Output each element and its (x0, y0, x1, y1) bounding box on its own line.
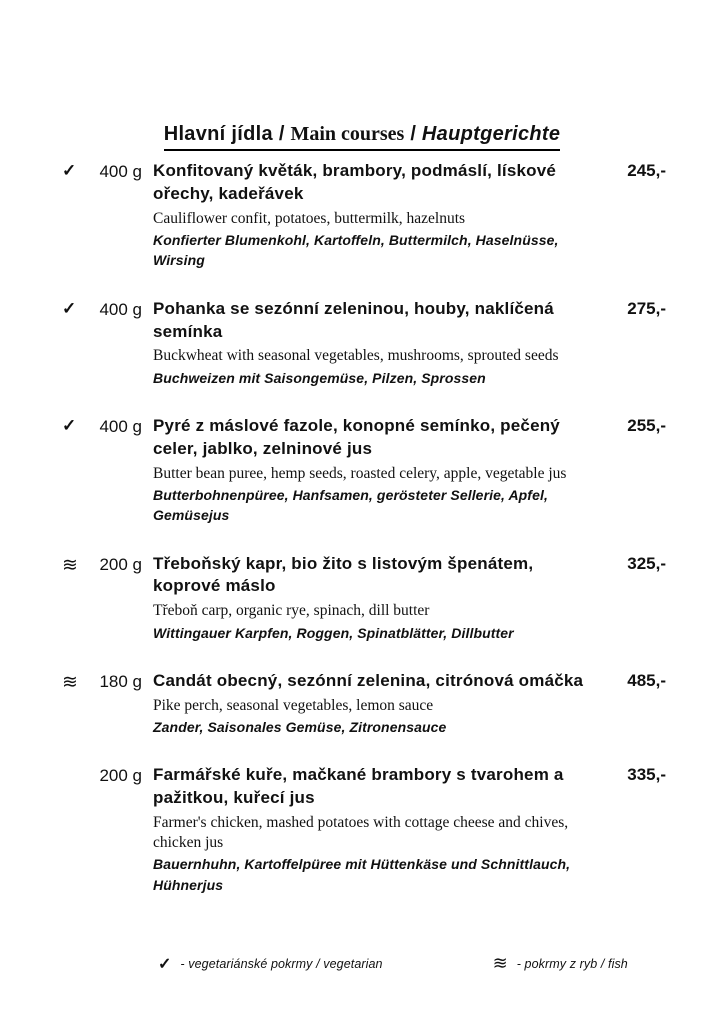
icon-cell (62, 553, 88, 643)
menu-item (62, 160, 666, 271)
item-desc-german: Butterbohnenpüree, Hanfsamen, gerösteter Sellerie, Apfel, Gemüsejus (153, 486, 548, 524)
item-price: 335,- (627, 765, 666, 785)
item-text (142, 298, 584, 388)
item-text (142, 764, 584, 895)
menu-item (62, 764, 666, 895)
item-weight: 400 g (99, 299, 142, 319)
menu-item (62, 298, 666, 388)
icon-cell (62, 160, 88, 271)
item-weight: 400 g (99, 162, 142, 181)
title-separator: / (410, 123, 416, 146)
item-price: 275,- (627, 298, 666, 318)
title-row (0, 110, 724, 165)
item-name-czech: Pyré z máslové fazole, konopné semínko, pečený celer, jablko, zelninové jus (153, 415, 560, 458)
item-name-czech: Třeboňský kapr, bio žito s listovým špenátem, koprové máslo (153, 553, 534, 596)
item-name-czech: Candát obecný, sezónní zelenina, citrónová omáčka (153, 670, 584, 690)
item-text (142, 553, 584, 643)
item-price: 245,- (627, 161, 666, 180)
icon-cell (62, 764, 88, 895)
item-desc-german: Bauernhuhn, Kartoffelpüree mit Hüttenkäse und Schnittlauch, Hühnerjus (153, 856, 571, 893)
vegetarian-icon: ✓ (62, 161, 77, 180)
item-desc-german: Zander, Saisonales Gemüse, Zitronensauce (153, 718, 447, 735)
title-german: Hauptgerichte (421, 123, 561, 146)
item-desc-english: Butter bean puree, hemp seeds, roasted celery, apple, vegetable jus (153, 464, 567, 482)
vegetarian-icon: ✓ (158, 955, 172, 973)
fish-icon: ≋ (492, 953, 508, 973)
item-desc-german: Buchweizen mit Saisongemüse, Pilzen, Sprossen (153, 369, 486, 386)
item-desc-german: Wittingauer Karpfen, Roggen, Spinatblätter, Dillbutter (153, 624, 514, 641)
fish-icon: ≋ (62, 671, 78, 693)
item-desc-english: Farmer's chicken, mashed potatoes with cottage cheese and chives, chicken jus (153, 814, 569, 852)
legend-fish (493, 953, 628, 974)
item-desc-english: Buckwheat with seasonal vegetables, mushrooms, sprouted seeds (153, 347, 559, 365)
item-text (142, 160, 584, 271)
item-price: 485,- (627, 670, 666, 690)
legend-fish-label: - pokrmy z ryb / fish (516, 956, 628, 971)
title-separator: / (278, 123, 285, 146)
item-desc-english: Pike perch, seasonal vegetables, lemon sauce (153, 696, 434, 714)
item-desc-german: Konfierter Blumenkohl, Kartoffeln, Buttermilch, Haselnüsse, Wirsing (153, 232, 559, 269)
menu-item (62, 553, 666, 643)
item-price: 255,- (627, 415, 666, 435)
fish-icon: ≋ (62, 554, 78, 576)
title-czech: Hlavní jídla (163, 123, 273, 146)
item-price: 325,- (627, 553, 666, 573)
page-title (164, 123, 561, 151)
item-name-czech: Pohanka se sezónní zeleninou, houby, naklíčená semínka (153, 298, 554, 341)
item-desc-english: Cauliflower confit, potatoes, buttermilk, hazelnuts (153, 209, 466, 227)
title-english: Main courses (290, 123, 405, 146)
item-name-czech: Farmářské kuře, mačkané brambory s tvarohem a pažitkou, kuřecí jus (153, 765, 564, 808)
item-desc-english: Třeboň carp, organic rye, spinach, dill butter (153, 602, 430, 620)
item-weight: 180 g (99, 671, 142, 691)
vegetarian-icon: ✓ (62, 415, 77, 435)
icon-cell (62, 670, 88, 737)
item-name-czech: Konfitovaný květák, brambory, podmáslí, lískové ořechy, kadeřávek (153, 161, 557, 203)
icon-cell (62, 415, 88, 526)
legend (158, 953, 628, 974)
item-text (142, 670, 584, 737)
item-text (142, 415, 584, 526)
menu-item (62, 415, 666, 526)
legend-vegetarian-label: - vegetariánské pokrmy / vegetarian (180, 956, 383, 971)
item-weight: 400 g (99, 416, 142, 436)
item-weight: 200 g (99, 766, 142, 786)
icon-cell (62, 298, 88, 388)
menu-items-list (62, 160, 666, 922)
vegetarian-icon: ✓ (62, 298, 77, 318)
menu-item (62, 670, 666, 737)
legend-vegetarian (158, 954, 383, 974)
item-weight: 200 g (99, 554, 142, 574)
